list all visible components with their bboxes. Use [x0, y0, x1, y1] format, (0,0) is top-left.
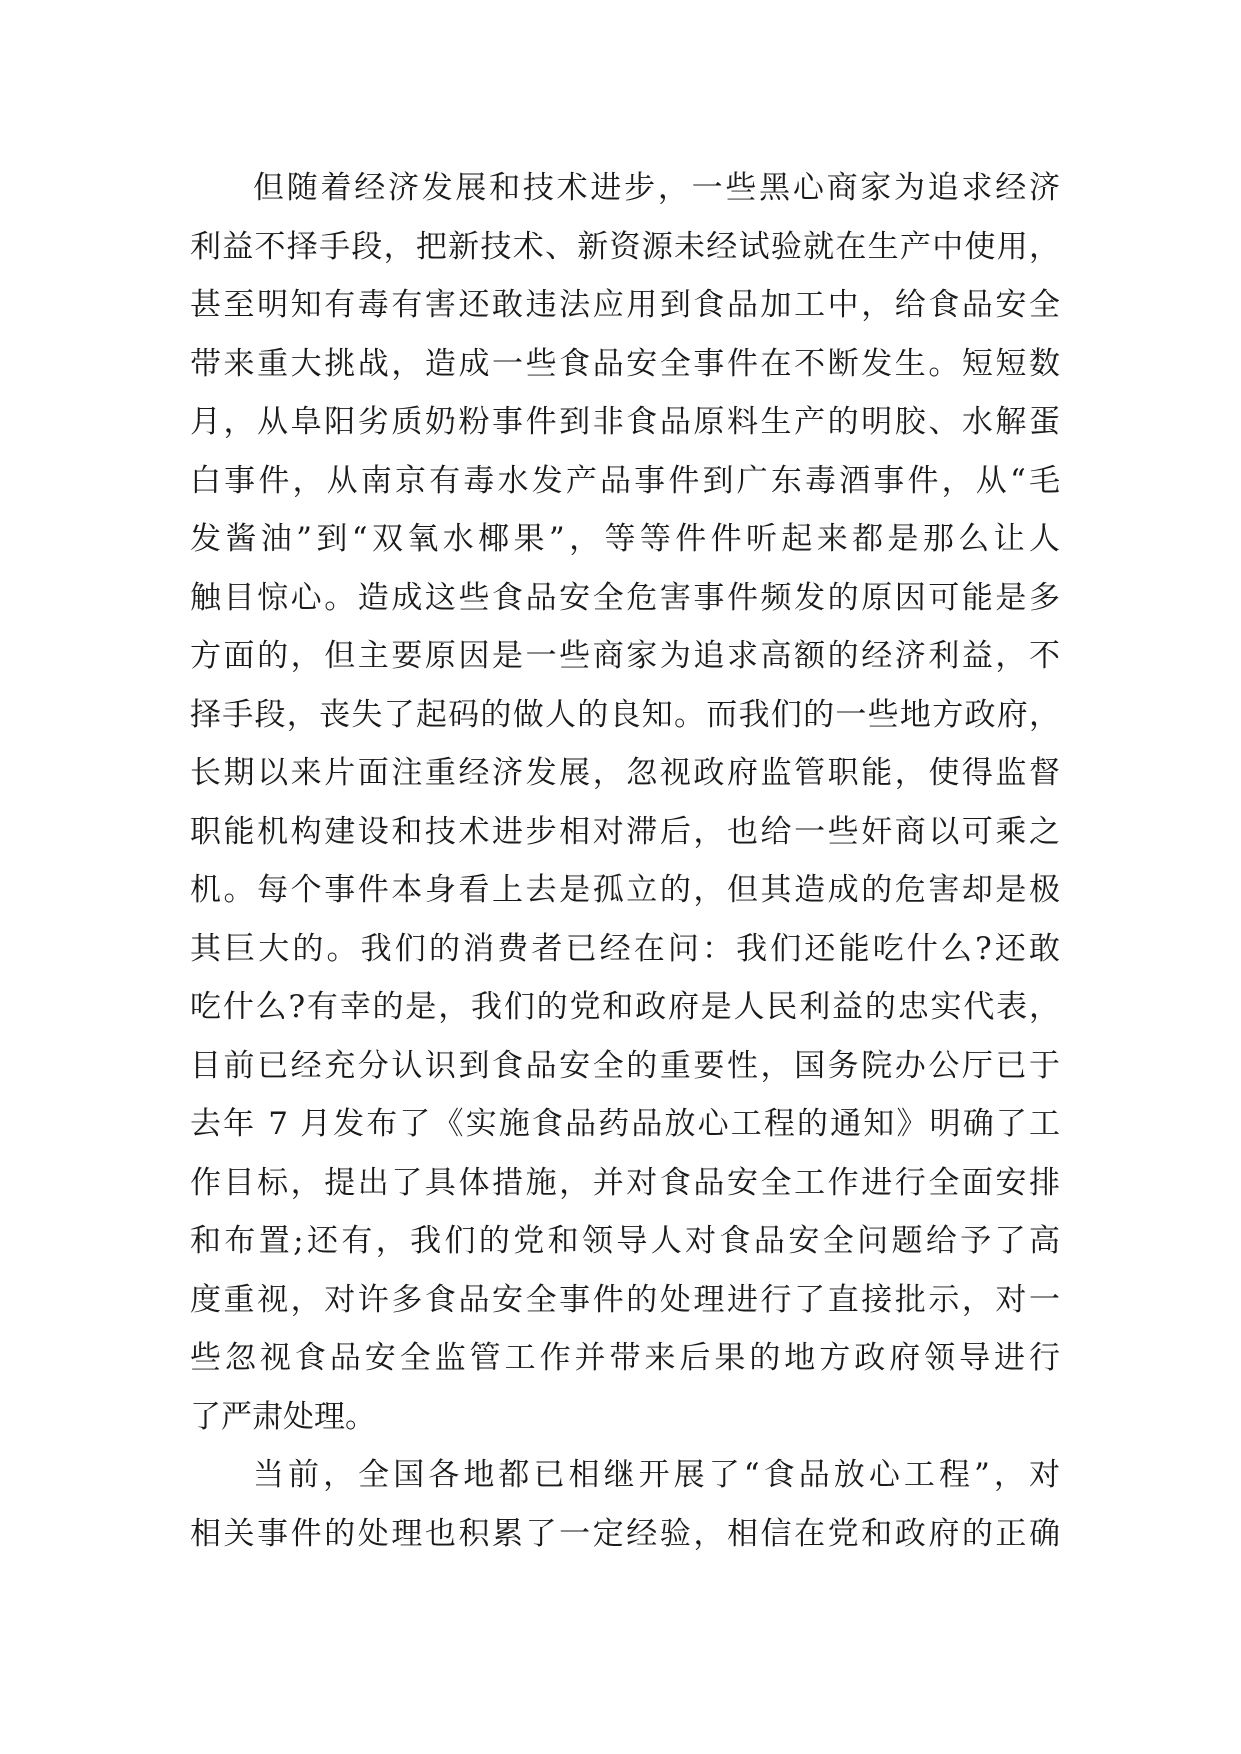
text-line: 白事件，从南京有毒水发产品事件到广东毒酒事件，从“毛: [190, 462, 1060, 499]
text-line: 其巨大的。我们的消费者已经在问：我们还能吃什么?还敢: [190, 930, 1060, 967]
text-line: 月，从阜阳劣质奶粉事件到非食品原料生产的明胶、水解蛋: [190, 404, 1060, 440]
text-line: 去年 7 月发布了《实施食品药品放心工程的通知》明确了工: [190, 1106, 1060, 1142]
text-line: 目前已经充分认识到食品安全的重要性，国务院办公厅已于: [190, 1047, 1060, 1084]
text-line: 带来重大挑战，造成一些食品安全事件在不断发生。短短数: [190, 345, 1060, 382]
text-line: 长期以来片面注重经济发展，忽视政府监管职能，使得监督: [190, 755, 1060, 791]
text-line: 和布置;还有，我们的党和领导人对食品安全问题给予了高: [190, 1223, 1060, 1259]
text-line: 机。每个事件本身看上去是孤立的，但其造成的危害却是极: [190, 872, 1060, 908]
text-line: 但随着经济发展和技术进步，一些黑心商家为追求经济: [253, 170, 1060, 206]
text-line: 发酱油”到“双氧水椰果”，等等件件听起来都是那么让人: [190, 521, 1060, 557]
text-line: 些忽视食品安全监管工作并带来后果的地方政府领导进行: [190, 1340, 1060, 1376]
text-line: 度重视，对许多食品安全事件的处理进行了直接批示，对一: [190, 1281, 1060, 1318]
text-line: 了严肃处理。: [190, 1398, 376, 1435]
paragraph-1: [190, 159, 1060, 1446]
text-line: 职能机构建设和技术进步相对滞后，也给一些奸商以可乘之: [190, 813, 1060, 850]
text-line: 触目惊心。造成这些食品安全危害事件频发的原因可能是多: [190, 579, 1060, 616]
body-text: [190, 159, 1060, 1563]
text-line: 相关事件的处理也积累了一定经验，相信在党和政府的正确: [190, 1515, 1060, 1552]
text-line: 方面的，但主要原因是一些商家为追求高额的经济利益，不: [190, 638, 1060, 674]
text-line: 甚至明知有毒有害还敢违法应用到食品加工中，给食品安全: [190, 287, 1060, 323]
text-line: 利益不择手段，把新技术、新资源未经试验就在生产中使用，: [190, 228, 1060, 265]
text-line: 择手段，丧失了起码的做人的良知。而我们的一些地方政府，: [190, 696, 1060, 733]
paragraph-2: [190, 1446, 1060, 1563]
text-line: 作目标，提出了具体措施，并对食品安全工作进行全面安排: [190, 1164, 1060, 1201]
text-line: 吃什么?有幸的是，我们的党和政府是人民利益的忠实代表，: [190, 989, 1060, 1025]
text-line: 当前，全国各地都已相继开展了“食品放心工程”，对: [253, 1457, 1060, 1493]
